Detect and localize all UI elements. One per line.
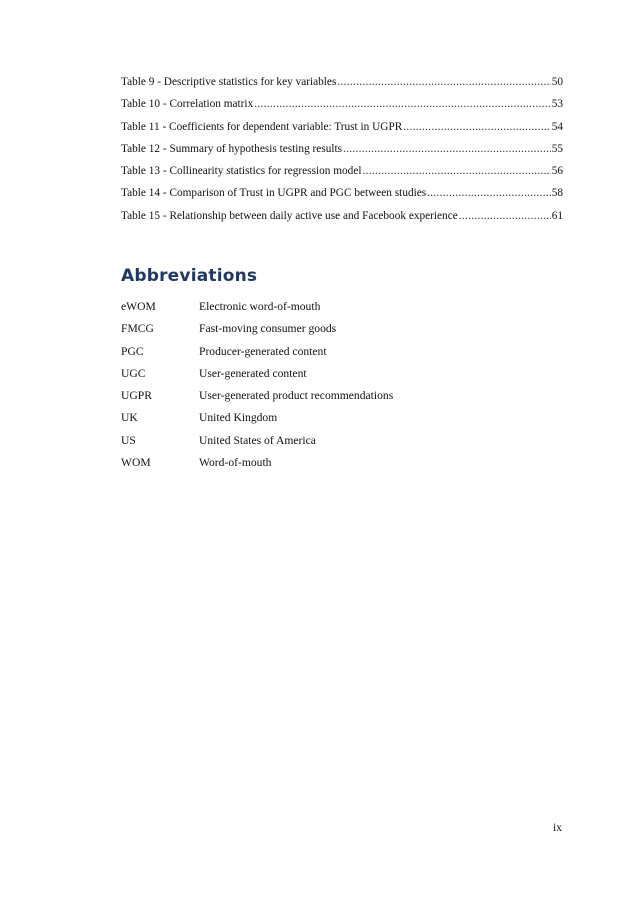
abbreviation-term: WOM xyxy=(121,456,151,470)
toc-entry-page: 58 xyxy=(551,187,563,200)
page-number: ix xyxy=(552,821,562,834)
abbreviation-definition: United Kingdom xyxy=(199,411,278,425)
toc-entry-title: Table 10 - Correlation matrix xyxy=(121,98,254,111)
abbreviation-row xyxy=(121,300,561,322)
abbreviation-term: UGPR xyxy=(121,389,152,403)
toc-entry[interactable] xyxy=(121,76,563,98)
toc-entry[interactable] xyxy=(121,210,563,232)
toc-entry-title: Table 11 - Coefficients for dependent variable: Trust in UGPR xyxy=(121,120,403,133)
toc-entry-page: 50 xyxy=(551,76,563,88)
abbreviation-row xyxy=(121,345,561,367)
toc-entry[interactable] xyxy=(121,121,563,143)
toc-entry-title: Table 13 - Collinearity statistics for regression model xyxy=(121,165,362,178)
abbreviation-definition: Word-of-mouth xyxy=(199,456,272,470)
abbreviations-list xyxy=(121,300,561,478)
toc-entry-title: Table 15 - Relationship between daily active use and Facebook experience xyxy=(121,209,458,222)
abbreviation-row xyxy=(121,411,561,433)
list-of-tables xyxy=(121,76,563,232)
abbreviation-row xyxy=(121,322,561,344)
abbreviation-definition: Electronic word-of-mouth xyxy=(199,300,321,313)
abbreviation-definition: User-generated content xyxy=(199,366,307,380)
toc-entry-page: 61 xyxy=(551,209,563,222)
abbreviation-term: PGC xyxy=(121,344,144,358)
toc-entry-page: 55 xyxy=(551,142,563,155)
abbreviation-row xyxy=(121,367,561,389)
toc-entry-page: 54 xyxy=(551,120,563,133)
toc-entry-title: Table 12 - Summary of hypothesis testing results xyxy=(121,142,343,155)
abbreviation-term: FMCG xyxy=(121,322,154,336)
toc-leader-dots xyxy=(362,165,550,178)
abbreviation-term: eWOM xyxy=(121,300,156,313)
abbreviation-term: UGC xyxy=(121,366,146,380)
toc-entry-page: 53 xyxy=(551,98,563,111)
abbreviation-definition: User-generated product recommendations xyxy=(199,389,394,403)
abbreviation-row xyxy=(121,389,561,411)
toc-entry-page: 56 xyxy=(551,165,563,178)
toc-leader-dots xyxy=(343,143,551,156)
toc-entry[interactable] xyxy=(121,98,563,120)
toc-entry[interactable] xyxy=(121,187,563,209)
abbreviation-definition: United States of America xyxy=(199,433,316,447)
toc-entry[interactable] xyxy=(121,165,563,187)
toc-entry-title: Table 9 - Descriptive statistics for key variables xyxy=(121,76,337,88)
abbreviations-heading: Abbreviations xyxy=(121,266,258,286)
abbreviation-row xyxy=(121,456,561,478)
toc-leader-dots xyxy=(337,76,550,89)
toc-entry-title: Table 14 - Comparison of Trust in UGPR and PGC between studies xyxy=(121,187,427,200)
abbreviation-term: UK xyxy=(121,411,138,425)
toc-leader-dots xyxy=(459,210,551,223)
abbreviation-term: US xyxy=(121,433,136,447)
toc-leader-dots xyxy=(403,121,550,134)
toc-leader-dots xyxy=(427,187,551,200)
abbreviation-row xyxy=(121,434,561,456)
toc-leader-dots xyxy=(254,98,550,111)
toc-entry[interactable] xyxy=(121,143,563,165)
abbreviation-definition: Fast-moving consumer goods xyxy=(199,322,337,336)
abbreviation-definition: Producer-generated content xyxy=(199,344,327,358)
